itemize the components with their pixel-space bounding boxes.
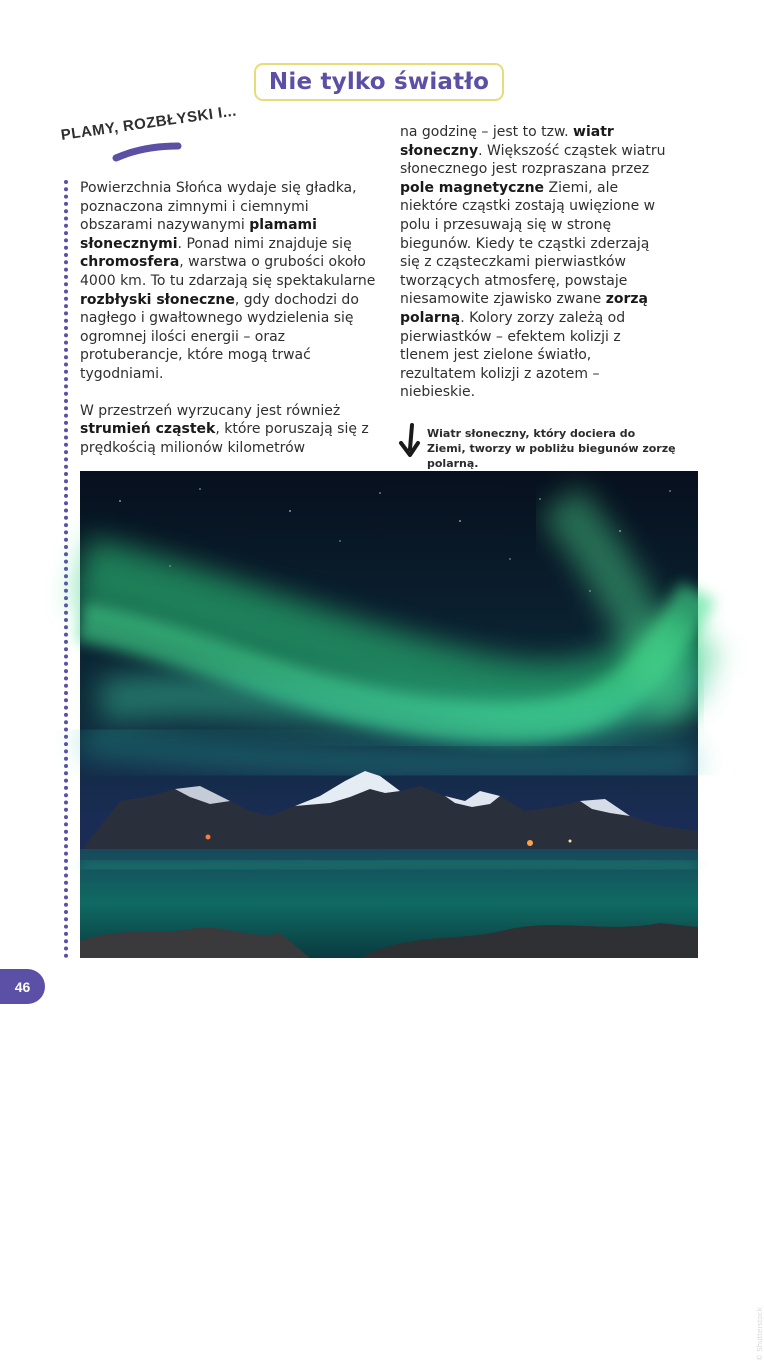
right-paragraph-1 [400,123,670,402]
right-text-column [400,123,670,402]
text-run: Powierzchnia Słońca wydaje się gładka, poznaczona zimnymi i ciemnymi obszarami nazywanymi [80,180,357,234]
dotted-margin-line [62,180,70,960]
bold-term: rozbłyski słoneczne [80,291,235,308]
page-title: Nie tylko światło [268,69,490,95]
text-run: . Kolory zorzy zależą od pierwiastków – efektem kolizji z tlenem jest zielone światło, rezultatem kolizji z azotem – niebieskie. [400,309,626,401]
text-run: W przestrzeń wyrzucany jest również [80,402,341,419]
text-run: Ziemi, ale niektóre cząstki zostają uwięzione w polu i przesuwają się w stronę biegunów. Kiedy te cząstki zderzają się z cząsteczkami pierwiastków tworzących atmosferę, powstaje niesamowite zjawisko zwane [400,179,656,308]
bold-term: wiatr słoneczny [400,124,614,159]
left-paragraph-1 [80,179,380,384]
photo-caption: Wiatr słoneczny, który dociera do Ziemi, tworzy w pobliżu biegunów zorzę polarną. [427,427,676,470]
bold-term: pole magnetyczne [400,179,545,196]
text-run: . Większość cząstek wiatru słonecznego jest rozpraszana przez [400,142,666,178]
bold-term: plamami słonecznymi [80,217,317,252]
text-run: na godzinę – jest to tzw. [400,124,574,140]
left-text-column [80,179,380,457]
aurora-illustration [80,471,698,958]
left-paragraph-2 [80,402,380,458]
text-run: , które poruszają się z prędkością milionów kilometrów [80,421,369,456]
page-number: 46 [14,978,31,995]
heading-underline-swoosh [112,140,182,162]
photo-credit: © Shutterstock [756,1307,764,1361]
text-run: , gdy dochodzi do nagłego i gwałtownego wydzielenia się ogromnej ilości energii – oraz protuberancje, które mogą trwać tygodniami. [80,291,359,382]
bold-term: strumień cząstek [80,421,216,438]
aurora-photo [80,471,764,1361]
page-number-tab [0,969,45,1004]
text-run: , warstwa o grubości około 4000 km. To tu zdarzają się spektakularne [80,254,376,289]
bold-term: chromosfera [80,254,180,271]
section-heading: PLAMY, ROZBŁYSKI I... [59,102,238,144]
arrow-down-icon [398,423,422,459]
bold-term: zorzą polarną [400,291,649,326]
title-box [254,63,504,101]
text-run: . Ponad nimi znajduje się [177,235,352,252]
